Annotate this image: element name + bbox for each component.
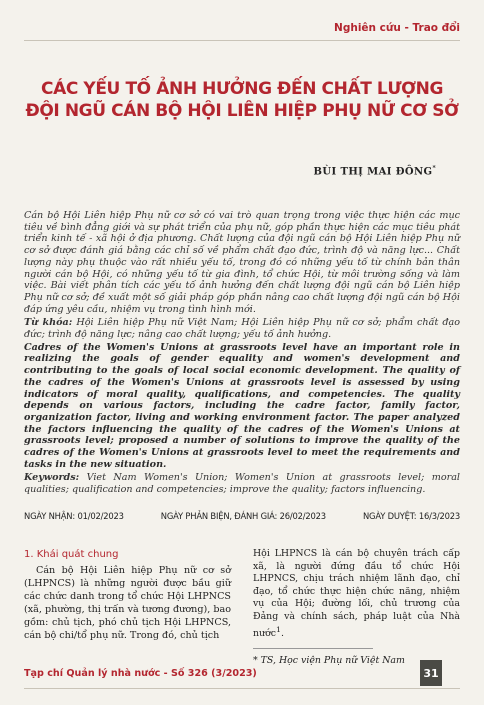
body-column-left [24, 548, 231, 668]
date-received: NGÀY NHẬN: 01/02/2023 [24, 511, 124, 521]
keywords-vietnamese [24, 317, 460, 340]
footer-divider [24, 688, 460, 689]
body-paragraph-2-period: . [280, 627, 284, 639]
article-title-line-2: ĐỘI NGŨ CÁN BỘ HỘI LIÊN HIỆP PHỤ NỮ CƠ SỞ [25, 101, 459, 121]
author-name-text: BÙI THỊ MAI ĐÔNG [313, 166, 433, 178]
article-title [24, 78, 460, 122]
body-paragraph-1: Cán bộ Hội Liên hiệp Phụ nữ cơ sở (LHPNCS) là những người được bầu giữ các chức danh trong tổ chức Hội LHPNCS (xã, phường, thị trấn và tương đương), bao gồm: chủ tịch, phó chủ tịch Hội LHPNCS, cán bộ chi/tổ phụ nữ. Trong đó, chủ tịch [24, 565, 231, 641]
body-paragraph-2 [253, 548, 460, 640]
article-title-line-1: CÁC YẾU TỐ ẢNH HƯỞNG ĐẾN CHẤT LƯỢNG [41, 79, 443, 99]
abstract-block [24, 210, 460, 496]
section-heading: 1. Khái quát chung [24, 549, 119, 560]
footnote-divider [253, 648, 373, 649]
publication-dates [24, 511, 460, 521]
body-paragraph-2-text: Hội LHPNCS là cán bộ chuyên trách cấp xã, là người đứng đầu tổ chức Hội LHPNCS, chịu trách nhiệm lãnh đạo, chỉ đạo, tổ chức thực hiện chức năng, nhiệm vụ của Hội; đường lối, chủ trương của Đảng và chính sách, pháp luật của Nhà nước [253, 548, 460, 639]
body-column-right [253, 548, 460, 668]
keywords-vietnamese-label: Từ khóa: [24, 317, 73, 329]
keywords-english [24, 472, 460, 495]
abstract-english: Cadres of the Women's Unions at grassroots level have an important role in realizing the goals of gender equality and women's development and contributing to the goals of local social economic development. The quality of the cadres of the Women's Unions at grassroots level is assessed by using indicators of moral quality, qualifications, and competencies. The quality depends on various factors, including the cadre factor, family factor, organization factor, living and working environment factor. The paper analyzed the factors influencing the quality of the cadres of the Women's Unions at grassroots level; proposed a number of solutions to improve the quality of the cadres of the Women's Unions at grassroots level to meet the requirements and tasks in the new situation. [24, 341, 460, 470]
date-approved: NGÀY DUYỆT: 16/3/2023 [362, 511, 460, 521]
keywords-vietnamese-text: Hội Liên hiệp Phụ nữ Việt Nam; Hội Liên hiệp Phụ nữ cơ sở; phẩm chất đạo đức; trình độ năng lực; nâng cao chất lượng; yếu tố ảnh hưởng. [24, 317, 461, 341]
body-columns [24, 548, 460, 668]
header-bar [0, 0, 484, 40]
author-footnote: * TS, Học viện Phụ nữ Việt Nam [253, 655, 405, 667]
header-divider [24, 40, 460, 41]
abstract-vietnamese: Cán bộ Hội Liên hiệp Phụ nữ cơ sở có vai trò quan trọng trong việc thực hiện các mục tiêu về bình đẳng giới và sự phát triển của phụ nữ, góp phần thực hiện các mục tiêu phát triển kinh tế - xã hội ở địa phương. Chất lượng của đội ngũ cán bộ Hội Liên hiệp Phụ nữ cơ sở được đánh giá bằng các chỉ số về phẩm chất đạo đức, trình độ và năng lực... Chất lượng này phụ thuộc vào rất nhiều yếu tố, trong đó có những yếu tố từ chính bản thân người cán bộ Hội, có những yếu tố từ gia đình, tổ chức Hội, từ môi trường sống và làm việc. Bài viết phân tích các yếu tố ảnh hưởng đến chất lượng đội ngũ cán bộ Liên hiệp Phụ nữ cơ sở; đề xuất một số giải pháp góp phần nâng cao chất lượng đội ngũ cán bộ Hội đáp ứng yêu cầu, nhiệm vụ trong tình hình mới. [24, 210, 460, 315]
date-reviewed: NGÀY PHẢN BIỆN, ĐÁNH GIÁ: 26/02/2023 [160, 511, 326, 521]
author-name [314, 165, 436, 177]
section-label: Nghiên cứu - Trao đổi [334, 22, 460, 34]
journal-footer: Tạp chí Quản lý nhà nước - Số 326 (3/2023) [24, 668, 257, 679]
footnote-reference: 1 [275, 624, 281, 634]
author-footnote-mark: * [432, 165, 436, 172]
page-number: 31 [420, 660, 442, 686]
keywords-english-label: Keywords: [24, 472, 80, 484]
keywords-english-text: Viet Nam Women's Union; Women's Union at grassroots level; moral qualities; qualification and competencies; improve the quality; factors influencing. [24, 472, 460, 496]
